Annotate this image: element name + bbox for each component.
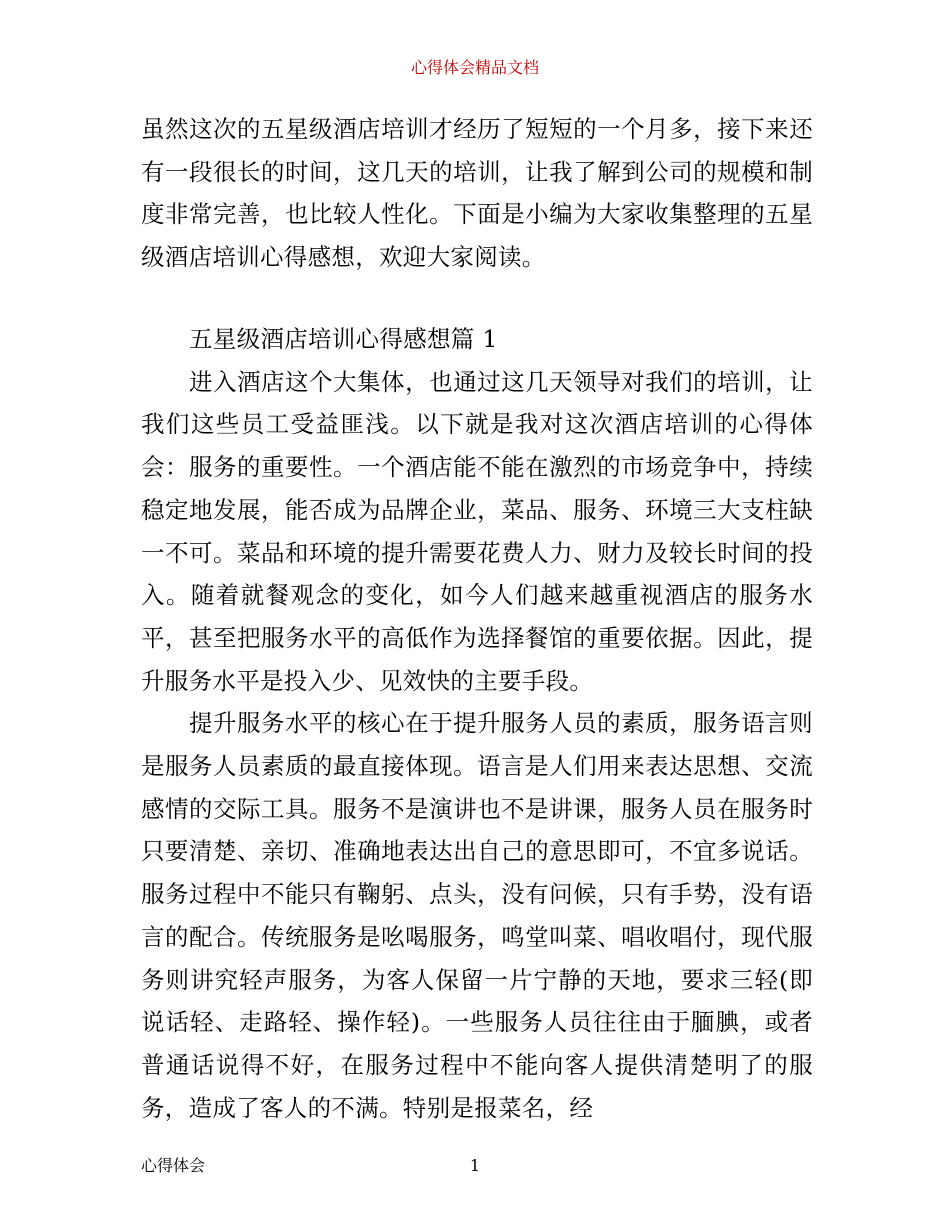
page-header-title: 心得体会精品文档: [410, 58, 539, 77]
section-block: [141, 318, 813, 1129]
body-paragraph: 进入酒店这个大集体，也通过这几天领导对我们的培训，让我们这些员工受益匪浅。以下就是我对这次酒店培训的心得体会：服务的重要性。一个酒店能不能在激烈的市场竞争中，持续稳定地发展，能否成为品牌企业，菜品、服务、环境三大支柱缺一不可。菜品和环境的提升需要花费人力、财力及较长时间的投入。随着就餐观念的变化，如今人们越来越重视酒店的服务水平，甚至把服务水平的高低作为选择餐馆的重要依据。因此，提升服务水平是投入少、见效快的主要手段。: [141, 367, 813, 695]
section-heading: 五星级酒店培训心得感想篇 1: [189, 325, 498, 353]
body-paragraph: 提升服务水平的核心在于提升服务人员的素质，服务语言则是服务人员素质的最直接体现。语言是人们用来表达思想、交流感情的交际工具。服务不是演讲也不是讲课，服务人员在服务时只要清楚、亲切、准确地表达出自己的意思即可，不宜多说话。服务过程中不能只有鞠躬、点头，没有问候，只有手势，没有语言的配合。传统服务是吆喝服务，鸣堂叫菜、唱收唱付，现代服务则讲究轻声服务，为客人保留一片宁静的天地，要求三轻(即说话轻、走路轻、操作轻)。一些服务人员往往由于腼腆，或者普通话说得不好，在服务过程中不能向客人提供清楚明了的服务，造成了客人的不满。特别是报菜名，经: [141, 709, 813, 1122]
intro-paragraph: 虽然这次的五星级酒店培训才经历了短短的一个月多，接下来还有一段很长的时间，这几天的培训，让我了解到公司的规模和制度非常完善，也比较人性化。下面是小编为大家收集整理的五星级酒店培训心得感想，欢迎大家阅读。: [141, 115, 813, 272]
intro-block: [141, 108, 813, 279]
page-footer-label: 心得体会: [141, 1156, 206, 1175]
page-number: 1: [469, 1156, 481, 1175]
